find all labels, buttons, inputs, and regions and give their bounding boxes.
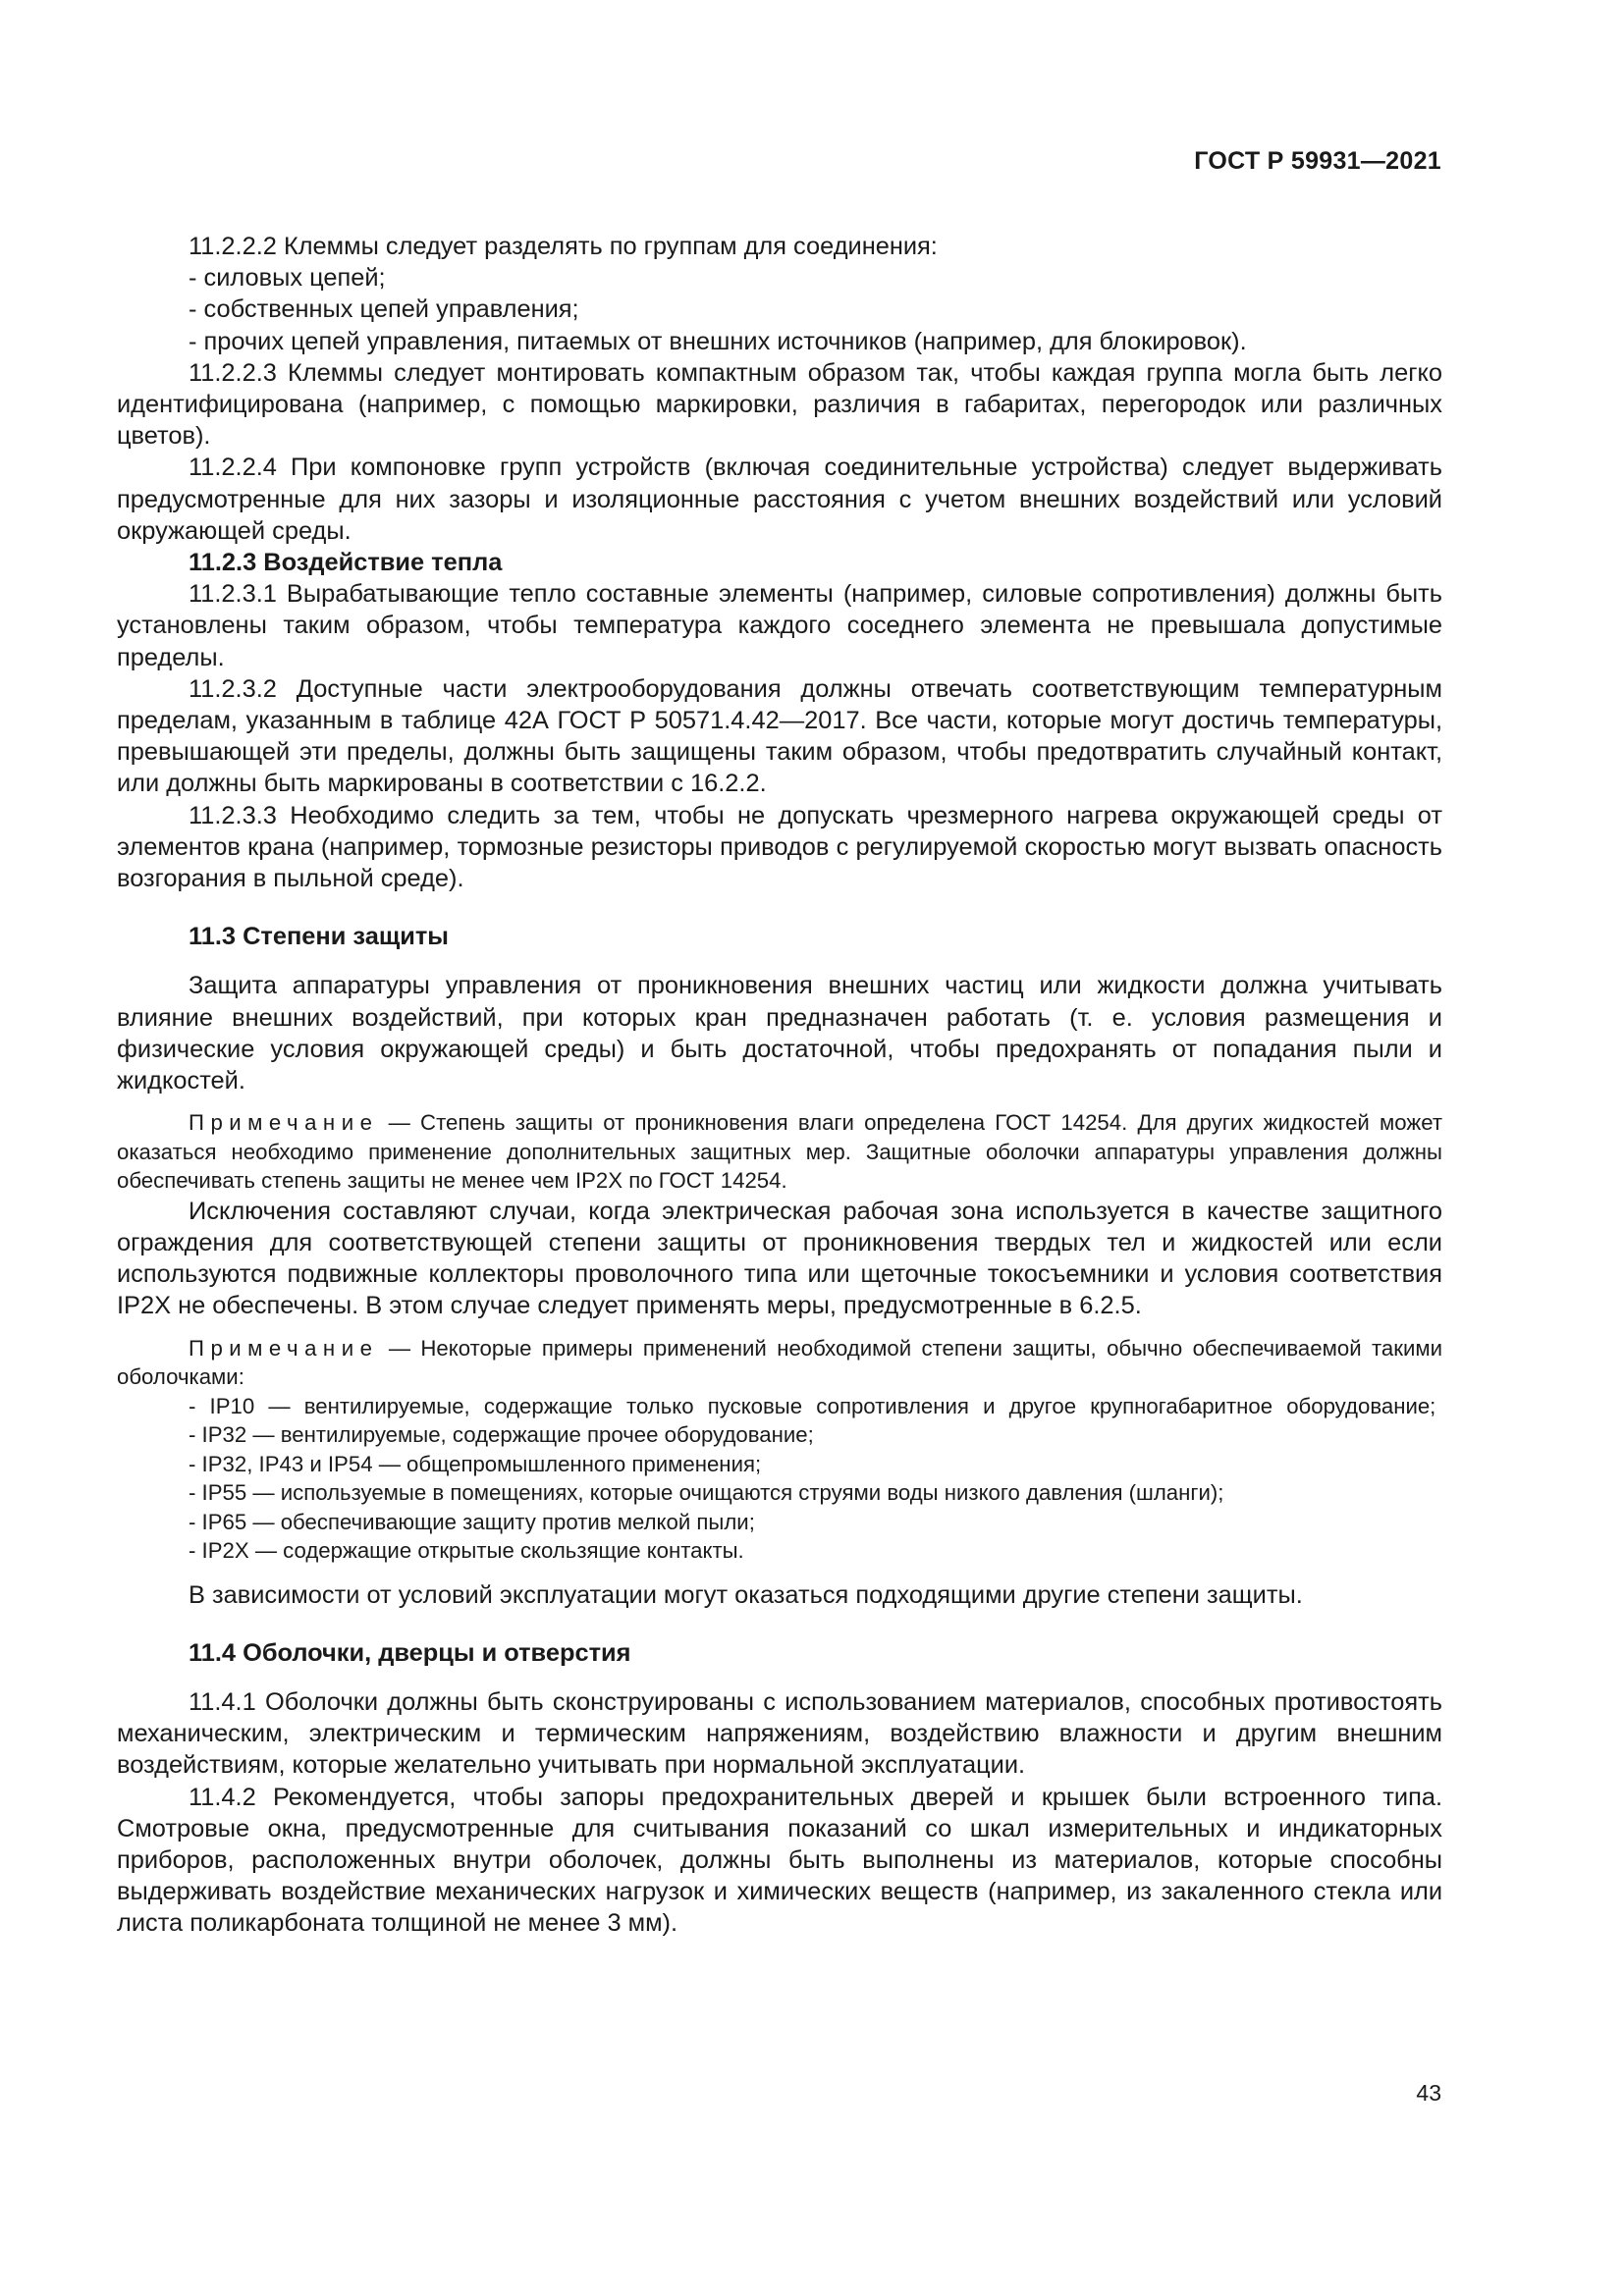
clause-11-3-conditions: В зависимости от условий эксплуатации могут оказаться подходящими другие степени защиты. xyxy=(189,1580,1303,1609)
clause-11-2-2-3: 11.2.2.3 Клеммы следует монтировать компактным образом так, чтобы каждая группа могла быть легко идентифицирована (например, с помощью маркировки, различия в габаритах, перегородок или различных цветов). xyxy=(117,358,1442,451)
list-item-power-circuits: - силовых цепей; xyxy=(189,264,386,293)
note-2 xyxy=(117,1334,1442,1392)
page-number: 43 xyxy=(1416,2080,1441,2106)
clause-11-3-exceptions: Исключения составляют случаи, когда электрическая рабочая зона используется в качестве защитного ограждения для соответствующей степени защиты от проникновения твердых тел и жидкостей или если используются подвижные коллекторы проволочного типа или щеточные токосъемники и условия соответствия IP2X не обеспечены. В этом случае следует применять меры, предусмотренные в 6.2.5. xyxy=(117,1197,1442,1320)
list-item-other-control-circuits: - прочих цепей управления, питаемых от внешних источников (например, для блокировок). xyxy=(189,327,1247,355)
clause-11-3-protection: Защита аппаратуры управления от проникновения внешних частиц или жидкости должна учитывать влияние внешних воздействий, при которых кран предназначен работать (т. е. условия размещения и физические условия окружающей среды) и быть достаточной, чтобы предохранять от попадания пыли и жидкостей. xyxy=(117,972,1442,1095)
note-label: Примечание xyxy=(189,1110,379,1136)
note-2-text: — Некоторые примеры применений необходимой степени защиты, обычно обеспечиваемой такими оболочками: xyxy=(117,1335,1442,1390)
note-label: Примечание xyxy=(189,1335,379,1361)
list-item-ip32: - IP32 — вентилируемые, содержащие прочее оборудование; xyxy=(189,1422,814,1448)
note-1-text: — Степень защиты от проникновения влаги определена ГОСТ 14254. Для других жидкостей может оказаться необходимо применение дополнительных защитных мер. Защитные оболочки аппаратуры управления должны обеспечивать степень защиты не менее чем IP2X по ГОСТ 14254. xyxy=(117,1110,1442,1194)
clause-11-2-2-2: 11.2.2.2 Клеммы следует разделять по группам для соединения: xyxy=(189,233,938,260)
clause-11-2-2-4: 11.2.2.4 При компоновке групп устройств (включая соединительные устройства) следует выдерживать предусмотренные для них зазоры и изоляционные расстояния с учетом внешних воздействий или условий окружающей среды. xyxy=(117,454,1442,545)
clause-11-2-3-1: 11.2.3.1 Вырабатывающие тепло составные элементы (например, силовые сопротивления) должны быть установлены таким образом, чтобы температура каждого соседнего элемента не превышала допустимые пределы. xyxy=(117,580,1442,671)
heading-11-3: 11.3 Степени защиты xyxy=(189,923,449,951)
list-item-ip32-43-54: - IP32, IP43 и IP54 — общепромышленного применения; xyxy=(189,1451,762,1476)
heading-11-2-3: 11.2.3 Воздействие тепла xyxy=(189,549,503,577)
list-item-ip2x: - IP2X — содержащие открытые скользящие контакты. xyxy=(189,1538,744,1564)
note-1 xyxy=(117,1108,1442,1196)
list-item-ip65: - IP65 — обеспечивающие защиту против мелкой пыли; xyxy=(189,1509,755,1534)
clause-11-2-3-2: 11.2.3.2 Доступные части электрооборудования должны отвечать соответствующим температурным пределам, указанным в таблице 42А ГОСТ Р 50571.4.42—2017. Все части, которые могут достичь температуры, превышающей эти пределы, должны быть защищены таким образом, чтобы предотвратить случайный контакт, или должны быть маркированы в соответствии с 16.2.2. xyxy=(117,674,1442,798)
document-standard-number: ГОСТ Р 59931—2021 xyxy=(1194,147,1441,175)
document-body xyxy=(117,231,1442,1940)
heading-11-4: 11.4 Оболочки, дверцы и отверстия xyxy=(189,1638,631,1667)
list-item-own-control-circuits: - собственных цепей управления; xyxy=(189,295,579,324)
clause-11-4-2: 11.4.2 Рекомендуется, чтобы запоры предохранительных дверей и крышек были встроенного типа. Смотровые окна, предусмотренные для считывания показаний со шкал измерительных и индикаторных приборов, расположенных внутри оболочек, должны быть выполнены из материалов, которые способны выдерживать воздействие механических нагрузок и химических веществ (например, из закаленного стекла или листа поликарбоната толщиной не менее 3 мм). xyxy=(117,1783,1442,1938)
clause-11-4-1: 11.4.1 Оболочки должны быть сконструированы с использованием материалов, способных противостоять механическим, электрическим и термическим напряжениям, воздействию влажности и другим внешним воздействиям, которые желательно учитывать при нормальной эксплуатации. xyxy=(117,1688,1442,1780)
clause-11-2-3-3: 11.2.3.3 Необходимо следить за тем, чтобы не допускать чрезмерного нагрева окружающей среды от элементов крана (например, тормозные резисторы приводов с регулируемой скоростью могут вызвать опасность возгорания в пыльной среде). xyxy=(117,801,1442,893)
list-item-ip55: - IP55 — используемые в помещениях, которые очищаются струями воды низкого давления (шланги); xyxy=(189,1480,1224,1506)
list-item-ip10: - IP10 — вентилируемые, содержащие только пусковые сопротивления и другое крупногабаритное оборудование; xyxy=(189,1393,1436,1418)
